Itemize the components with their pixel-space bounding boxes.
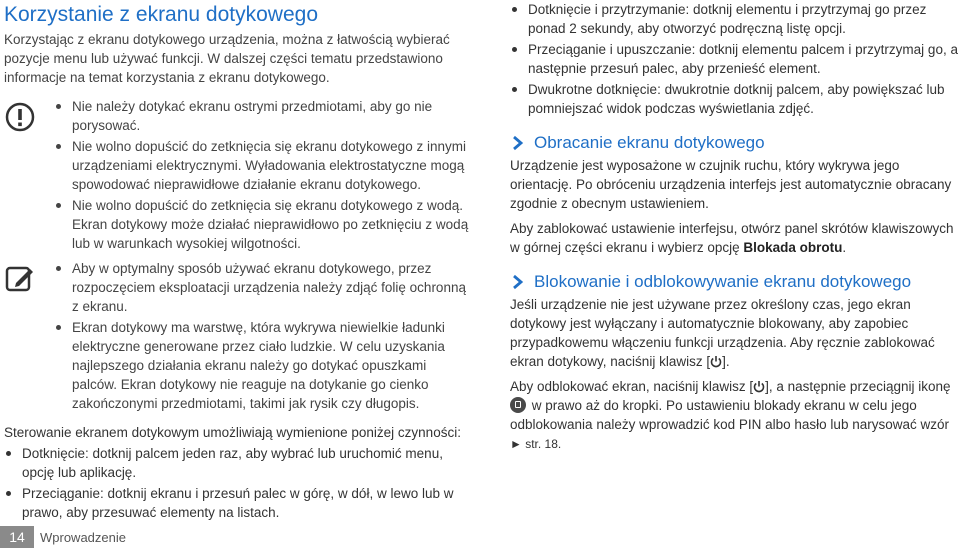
gesture-item: Przeciąganie: dotknij ekranu i przesuń palec w górę, w dół, w lewo lub w prawo, aby przesuwać elementy na listach. bbox=[4, 484, 474, 522]
lock-heading bbox=[510, 271, 960, 293]
rotate-heading bbox=[510, 132, 960, 154]
rotate-paragraph-2 bbox=[510, 219, 960, 257]
unlock-text: ], a następnie przeciągnij ikonę bbox=[765, 379, 951, 394]
right-column bbox=[510, 0, 960, 460]
lock-text: Jeśli urządzenie nie jest używane przez określony czas, jego ekran dotykowy jest wyłączany i automatycznie blokowany, aby zapobiec przypadkowemu włączeniu funkcji urządzenia. Aby ręcznie zablokować ekran dotykowy, naciśnij klawisz [ bbox=[510, 297, 935, 369]
lock-paragraph-2 bbox=[510, 377, 960, 454]
gestures-list-right bbox=[510, 0, 960, 118]
gesture-item: Przeciąganie i upuszczanie: dotknij elementu palcem i przytrzymaj go, a następnie przesuń palec, aby przenieść element. bbox=[510, 40, 960, 78]
rotate-heading-text: Obracanie ekranu dotykowego bbox=[534, 133, 765, 152]
gestures-intro: Sterowanie ekranem dotykowym umożliwiają wymienione poniżej czynności: bbox=[4, 425, 461, 440]
lock-icon bbox=[510, 397, 526, 413]
gesture-item: Dwukrotne dotknięcie: dwukrotnie dotknij palcem, aby powiększać lub pomniejszać widok podczas wyświetlania zdjęć. bbox=[510, 80, 960, 118]
unlock-text: Aby odblokować ekran, naciśnij klawisz [ bbox=[510, 379, 754, 394]
lock-heading-text: Blokowanie i odblokowywanie ekranu dotykowego bbox=[534, 272, 912, 291]
warning-item: Nie wolno dopuścić do zetknięcia się ekranu dotykowego z wodą. Ekran dotykowy może działać nieprawidłowo po zetknięciu z wodą lub w warunkach wysokiej wilgotności. bbox=[54, 196, 474, 253]
rotate-lock-option: Blokada obrotu bbox=[743, 240, 843, 255]
unlock-text: w prawo aż do kropki. Po ustawieniu blokady ekranu w celu jego odblokowania należy wprowadzić kod PIN albo hasło lub narysować wzór bbox=[510, 398, 949, 432]
gesture-item: Dotknięcie i przytrzymanie: dotknij elementu i przytrzymaj go przez ponad 2 sekundy, aby otworzyć podręczną listę opcji. bbox=[510, 0, 960, 38]
rotate-text-end: . bbox=[842, 240, 847, 255]
note-item: Aby w optymalny sposób używać ekranu dotykowego, przez rozpoczęciem eksploatacji urządzenia należy zdjąć folię ochronną z ekranu. bbox=[54, 259, 474, 316]
note-item: Ekran dotykowy ma warstwę, która wykrywa niewielkie ładunki elektryczne generowane przez ciało ludzkie. W celu uzyskania najlepszego działania ekranu należy go dotykać opuszkami palców. Ekran dotykowy nie reaguje na dotykanie go cienko zakończonymi przedmiotami, takimi jak rysik czy długopis. bbox=[54, 318, 474, 413]
gesture-item: Dotknięcie: dotknij palcem jeden raz, aby wybrać lub uruchomić menu, opcję lub aplikację. bbox=[4, 444, 474, 482]
gestures-list-left bbox=[4, 444, 474, 522]
page-number: 14 bbox=[0, 526, 34, 548]
note-box bbox=[4, 259, 474, 413]
chevron-right-icon bbox=[510, 274, 526, 290]
lock-paragraph-1 bbox=[510, 295, 960, 371]
page-footer bbox=[0, 526, 126, 548]
section-name: Wprowadzenie bbox=[40, 529, 126, 545]
lock-text-end: ]. bbox=[722, 354, 730, 369]
rotate-text: Aby zablokować ustawienie interfejsu, otwórz panel skrótów klawiszowych w górnej części ekranu i wybierz opcję bbox=[510, 221, 954, 255]
page-title: Korzystanie z ekranu dotykowego bbox=[4, 3, 319, 26]
warning-item: Nie należy dotykać ekranu ostrymi przedmiotami, aby go nie porysować. bbox=[54, 97, 474, 135]
intro-text: Korzystając z ekranu dotykowego urządzenia, można z łatwością wybierać pozycje menu lub używać funkcji. W dalszej części tematu przedstawiono informacje na temat korzystania z ekranu dotykowego. bbox=[4, 32, 450, 85]
power-key-icon bbox=[753, 380, 765, 393]
rotate-paragraph-1: Urządzenie jest wyposażone w czujnik ruchu, który wykrywa jego orientację. Po obróceniu urządzenia interfejs jest automatycznie obracany zgodnie z obecnym ustawieniem. bbox=[510, 158, 952, 211]
warning-item: Nie wolno dopuścić do zetknięcia się ekranu dotykowego z innymi urządzeniami elektrycznymi. Wyładowania elektrostatyczne mogą spowodować nieprawidłowe działanie ekranu dotykowego. bbox=[54, 137, 474, 194]
power-key-icon bbox=[710, 355, 722, 368]
note-pencil-icon bbox=[4, 263, 36, 295]
warning-box bbox=[4, 97, 474, 253]
warning-icon bbox=[4, 101, 36, 133]
page-reference: ► str. 18. bbox=[510, 437, 562, 451]
chevron-right-icon bbox=[510, 135, 526, 151]
left-column bbox=[4, 0, 474, 524]
